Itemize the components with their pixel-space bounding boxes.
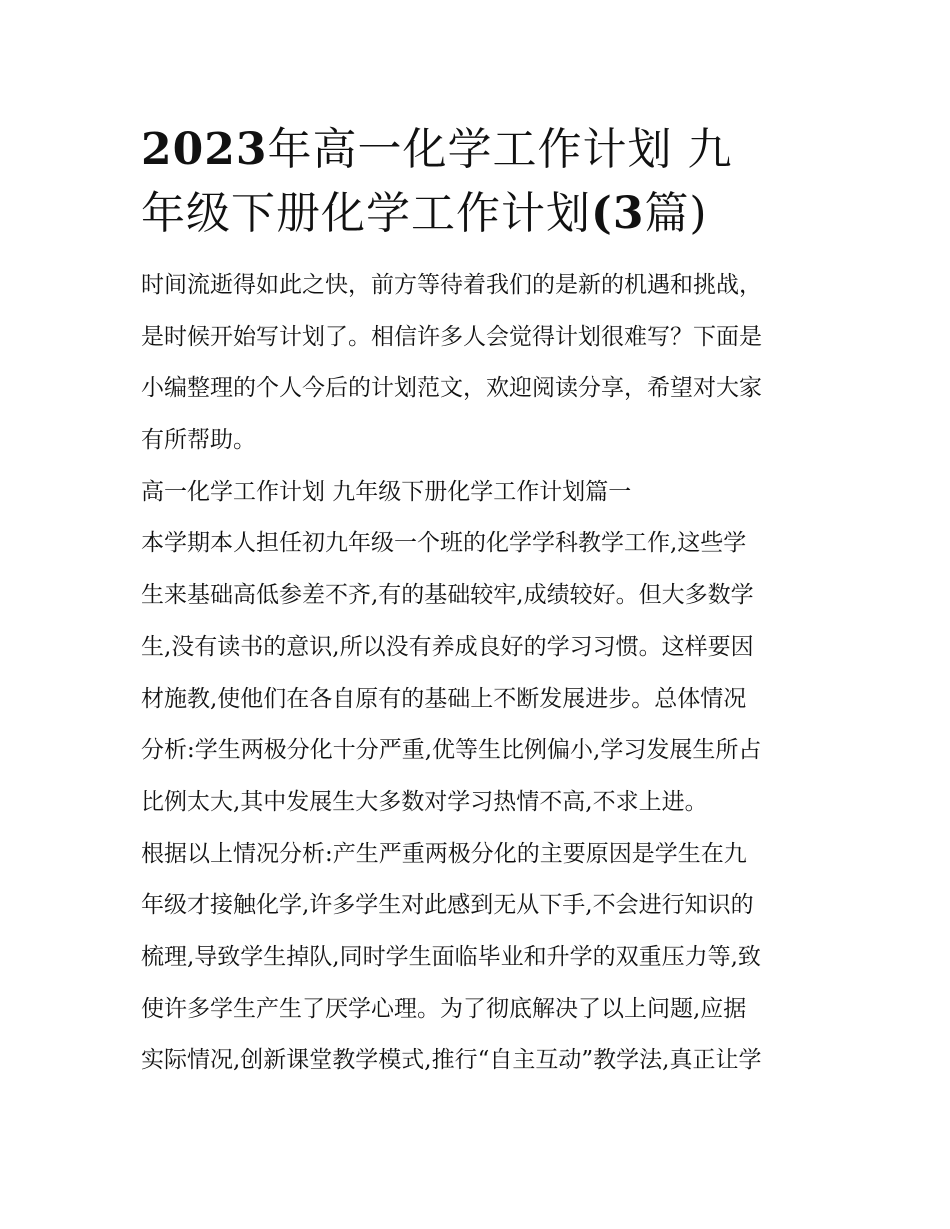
text-line: 本学期本人担任初九年级一个班的化学学科教学工作,这些学 xyxy=(141,530,747,557)
title-line-1 xyxy=(141,118,813,182)
text-line: 实际情况,创新课堂教学模式,推行“自主互动”教学法,真正让学 xyxy=(141,1047,762,1074)
text-line: 根据以上情况分析:产生严重两极分化的主要原因是学生在九 xyxy=(141,840,747,867)
text-line: 生来基础高低参差不齐,有的基础较牢,成绩较好。但大多数学 xyxy=(141,582,754,609)
title-count: (3 xyxy=(591,188,645,239)
intro-paragraph xyxy=(141,260,813,467)
document-body xyxy=(141,118,813,1087)
text-line: 使许多学生产生了厌学心理。为了彻底解决了以上问题,应据 xyxy=(141,995,747,1022)
text-line: 小编整理的个人今后的计划范文，欢迎阅读分享，希望对大家 xyxy=(141,375,762,402)
text-line: 年级才接触化学,许多学生对此感到无从下手,不会进行知识的 xyxy=(141,892,754,919)
title-line-1-text: 年高一化学工作计划 九 xyxy=(267,124,733,175)
text-line: 材施教,使他们在各自原有的基础上不断发展进步。总体情况 xyxy=(141,685,747,712)
text-line: 比例太大,其中发展生大多数对学习热情不高,不求上进。 xyxy=(141,788,708,815)
text-line: 梳理,导致学生掉队,同时学生面临毕业和升学的双重压力等,致 xyxy=(141,943,761,970)
body-paragraph-1 xyxy=(141,518,813,828)
text-line: 有所帮助。 xyxy=(141,427,256,454)
body-paragraph-2 xyxy=(141,829,813,1087)
section-heading-text: 高一化学工作计划 九年级下册化学工作计划篇一 xyxy=(141,478,632,505)
title-line-2-tail: 篇) xyxy=(644,188,708,239)
section-heading xyxy=(141,467,813,519)
title-year: 2023 xyxy=(141,124,268,175)
title-line-2 xyxy=(141,182,813,246)
text-line: 时间流逝得如此之快，前方等待着我们的是新的机遇和挑战， xyxy=(141,272,762,298)
text-line: 是时候开始写计划了。相信许多人会觉得计划很难写？下面是 xyxy=(141,323,762,350)
text-line: 生,没有读书的意识,所以没有养成良好的学习习惯。这样要因 xyxy=(141,633,754,660)
document-title xyxy=(141,118,813,246)
title-line-2-text: 年级下册化学工作计划 xyxy=(141,188,591,239)
text-line: 分析:学生两极分化十分严重,优等生比例偏小,学习发展生所占 xyxy=(141,737,762,764)
